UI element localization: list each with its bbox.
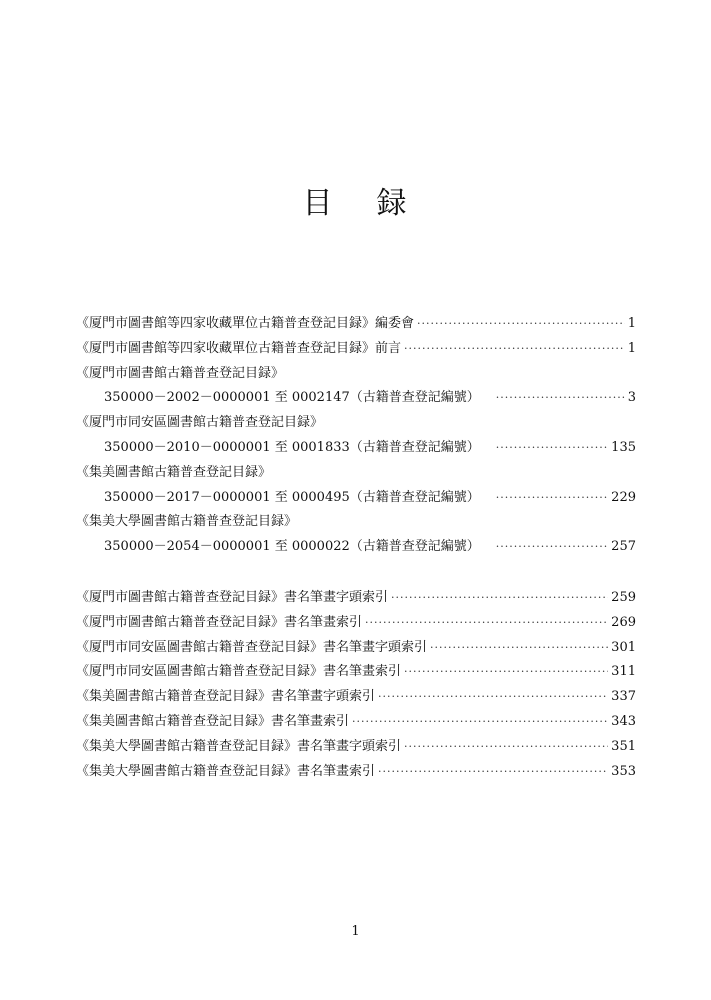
toc-entry[interactable]: [76, 710, 636, 735]
toc-entry[interactable]: [76, 337, 636, 362]
toc-entry[interactable]: [76, 436, 636, 461]
toc-entry-page: 259: [611, 589, 636, 605]
toc-entry[interactable]: [76, 312, 636, 337]
table-of-contents: [76, 312, 636, 784]
toc-entry-page: 337: [611, 689, 636, 705]
dot-leader: [404, 665, 608, 678]
dot-leader: [496, 491, 608, 504]
toc-entry-page: 257: [611, 539, 636, 555]
dot-leader: [378, 765, 608, 778]
toc-section-header: [76, 510, 636, 535]
toc-entry-title: 350000－2010－0000001 至 0001833（古籍普查登記編號）: [104, 439, 480, 455]
dot-leader: [496, 391, 625, 404]
page-title: [0, 178, 711, 222]
toc-entry[interactable]: [76, 611, 636, 636]
dot-leader: [404, 740, 608, 753]
title-char-1: 目: [302, 186, 335, 221]
toc-entry-page: 351: [611, 738, 636, 754]
toc-entry[interactable]: [76, 660, 636, 685]
toc-entry[interactable]: [76, 535, 636, 560]
toc-entry-title: 《厦門市圖書館古籍普查登記目録》書名筆畫索引: [76, 614, 363, 630]
dot-leader: [496, 441, 608, 454]
page-number: 1: [351, 924, 360, 939]
toc-entry-page: 301: [611, 639, 636, 655]
toc-entry[interactable]: [76, 586, 636, 611]
toc-entry[interactable]: [76, 760, 636, 785]
toc-entry[interactable]: [76, 486, 636, 511]
dot-leader: [496, 540, 608, 553]
dot-leader: [365, 616, 608, 629]
toc-entry-title: 《集美圖書館古籍普查登記目録》書名筆畫索引: [76, 713, 350, 729]
toc-section-header: [76, 362, 636, 387]
toc-entry-title: 《厦門市同安區圖書館古籍普查登記目録》書名筆畫字頭索引: [76, 639, 428, 655]
dot-leader: [391, 591, 608, 604]
toc-entry-title: 《集美大學圖書館古籍普查登記目録》書名筆畫字頭索引: [76, 738, 402, 754]
toc-entry-page: 1: [627, 316, 636, 331]
toc-section-header: [76, 411, 636, 436]
toc-entry[interactable]: [76, 685, 636, 710]
dot-leader: [404, 342, 625, 355]
toc-entry-page: 135: [611, 439, 636, 455]
toc-entry-title: 《集美圖書館古籍普查登記目録》: [76, 464, 272, 480]
toc-entry-title: 《厦門市圖書館古籍普查登記目録》: [76, 365, 285, 381]
toc-entry-title: 350000－2002－0000001 至 0002147（古籍普查登記編號）: [104, 390, 480, 406]
toc-entry-page: 311: [611, 664, 636, 680]
toc-entry-title: 《厦門市圖書館古籍普查登記目録》書名筆畫字頭索引: [76, 589, 389, 605]
section-gap: [76, 560, 636, 586]
toc-entry-title: 《厦門市圖書館等四家收藏單位古籍普查登記目録》編委會: [76, 316, 415, 331]
toc-entry-title: 《厦門市同安區圖書館古籍普查登記目録》書名筆畫索引: [76, 664, 402, 680]
toc-entry-page: 353: [611, 763, 636, 779]
toc-entry-title: 《集美大學圖書館古籍普查登記目録》書名筆畫索引: [76, 763, 376, 779]
toc-entry-title: 《厦門市圖書館等四家收藏單位古籍普查登記目録》前言: [76, 340, 402, 356]
dot-leader: [352, 715, 608, 728]
toc-entry-page: 269: [611, 614, 636, 630]
toc-entry-page: 3: [627, 390, 636, 406]
title-char-2: 録: [376, 186, 409, 221]
dot-leader: [417, 317, 625, 330]
toc-entry-page: 343: [611, 713, 636, 729]
toc-section-header: [76, 461, 636, 486]
dot-leader: [378, 690, 608, 703]
toc-entry-title: 《集美圖書館古籍普查登記目録》書名筆畫字頭索引: [76, 689, 376, 705]
dot-leader: [430, 641, 608, 654]
toc-entry[interactable]: [76, 636, 636, 661]
toc-entry[interactable]: [76, 386, 636, 411]
toc-entry[interactable]: [76, 735, 636, 760]
toc-entry-title: 《厦門市同安區圖書館古籍普查登記目録》: [76, 415, 324, 431]
toc-entry-title: 350000－2054－0000001 至 0000022（古籍普查登記編號）: [104, 539, 480, 555]
toc-entry-title: 《集美大學圖書館古籍普查登記目録》: [76, 514, 298, 530]
toc-entry-page: 229: [611, 489, 636, 505]
toc-entry-title: 350000－2017－0000001 至 0000495（古籍普查登記編號）: [104, 489, 480, 505]
toc-entry-page: 1: [627, 340, 636, 356]
